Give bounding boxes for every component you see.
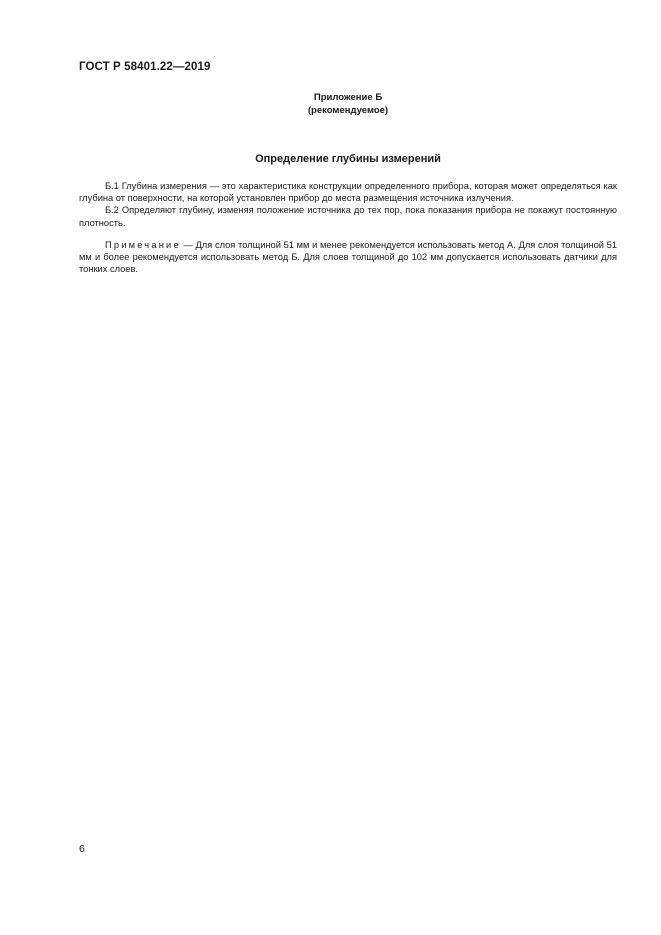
page-number: 6 — [79, 843, 85, 855]
note-label: Примечание — [105, 239, 181, 250]
standard-code: ГОСТ Р 58401.22—2019 — [79, 61, 211, 73]
note-text: — Для слоя толщиной 51 мм и менее рекомендуется использовать метод А. Для слоя толщиной 51 мм и более рекомендуется использовать метод Б. Для слоев толщиной до 102 мм допускается использовать датчики для тонких слоев. — [79, 239, 617, 275]
section-title: Определение глубины измерений — [255, 153, 441, 165]
paragraph-b2: Б.2 Определяют глубину, изменяя положение источника до тех пор, пока показания прибора не покажут постоянную плотность. — [79, 205, 617, 228]
note — [79, 239, 617, 276]
body-text — [79, 180, 617, 275]
annex-title: Приложение Б — [313, 92, 383, 103]
annex-kind: (рекомендуемое) — [307, 105, 389, 116]
paragraph-b1: Б.1 Глубина измерения — это характеристика конструкции определенного прибора, которая может определяться как глубина от поверхности, на которой установлен прибор до места размещения источника излучения. — [79, 181, 617, 204]
annex-heading — [79, 91, 617, 117]
